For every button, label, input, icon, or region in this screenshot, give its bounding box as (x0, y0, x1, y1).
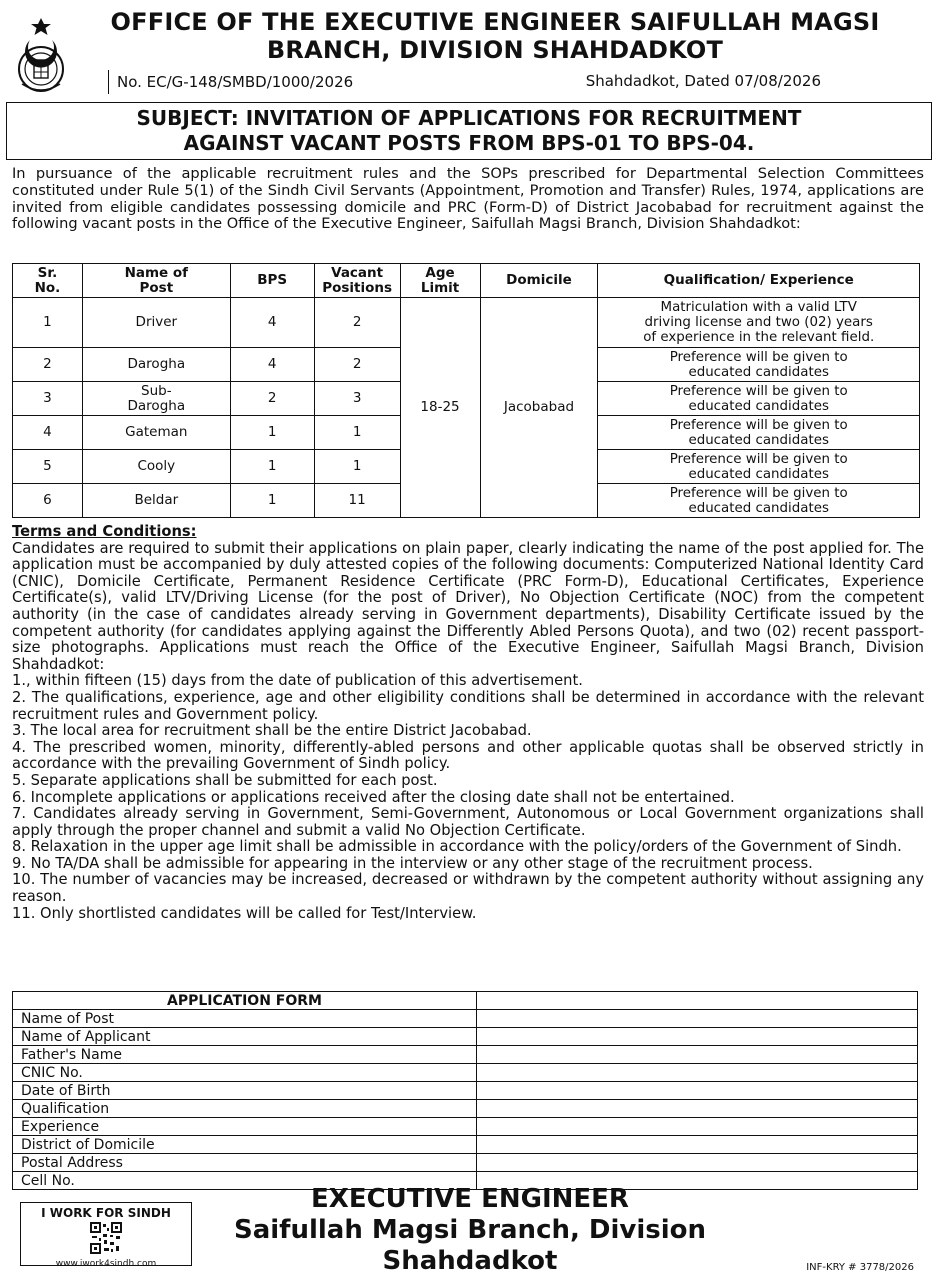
form-field-value (477, 1100, 918, 1118)
post-name: Driver (82, 298, 230, 348)
form-title-blank (477, 992, 918, 1010)
term-item: 11. Only shortlisted candidates will be called for Test/Interview. (12, 904, 477, 922)
form-field-value (477, 1046, 918, 1064)
terms-title: Terms and Conditions: (12, 523, 197, 540)
term-item: 1., within fifteen (15) days from the date of publication of this advertisement. (12, 672, 583, 690)
form-row (13, 1046, 918, 1064)
form-field-label: Cell No. (13, 1172, 477, 1190)
form-row (13, 1136, 918, 1154)
post-name: Beldar (82, 484, 230, 518)
sr-no: 6 (13, 484, 83, 518)
form-field-label: Qualification (13, 1100, 477, 1118)
term-item: 8. Relaxation in the upper age limit shall be admissible in accordance with the policy/orders of the Government of Sindh. (12, 838, 902, 856)
header-qualification: Qualification/ Experience (598, 264, 920, 298)
qualification: Preference will be given to educated candidates (598, 450, 920, 484)
header-bps: BPS (230, 264, 314, 298)
table-row (13, 298, 920, 348)
form-field-label: Name of Post (13, 1010, 477, 1028)
form-row (13, 1118, 918, 1136)
header-vacant-positions: Vacant Positions (314, 264, 400, 298)
header-domicile: Domicile (480, 264, 598, 298)
form-title-row (13, 992, 918, 1010)
post-name: Darogha (82, 348, 230, 382)
vacant-count: 2 (314, 298, 400, 348)
form-title: APPLICATION FORM (13, 992, 477, 1010)
form-field-value (477, 1118, 918, 1136)
logo-url: www.iwork4sindh.com (55, 1259, 157, 1269)
reference-number: No. EC/G-148/SMBD/1000/2026 (117, 73, 354, 91)
qr-code-icon (90, 1222, 122, 1254)
bps-value: 1 (230, 416, 314, 450)
post-name: Cooly (82, 450, 230, 484)
letterhead (0, 0, 938, 100)
header-age-limit: Age Limit (400, 264, 480, 298)
bps-value: 4 (230, 348, 314, 382)
sr-no: 4 (13, 416, 83, 450)
bps-value: 2 (230, 382, 314, 416)
subject-line2: AGAINST VACANT POSTS FROM BPS-01 TO BPS-04. (183, 131, 755, 155)
form-field-value (477, 1154, 918, 1172)
form-row (13, 1100, 918, 1118)
post-name: Gateman (82, 416, 230, 450)
form-field-label: Postal Address (13, 1154, 477, 1172)
header-name-of-post: Name of Post (82, 264, 230, 298)
qualification: Matriculation with a valid LTV driving license and two (02) years of experience in the relevant field. (598, 298, 920, 348)
form-field-value (477, 1064, 918, 1082)
office-title-line2: BRANCH, DIVISION SHAHDADKOT (266, 36, 724, 64)
qualification: Preference will be given to educated candidates (598, 484, 920, 518)
form-field-label: Experience (13, 1118, 477, 1136)
office-title-line1: OFFICE OF THE EXECUTIVE ENGINEER SAIFULLAH MAGSI (110, 8, 880, 36)
subject-box (6, 102, 932, 160)
signature-block (200, 1184, 740, 1277)
qualification: Preference will be given to educated candidates (598, 382, 920, 416)
form-row (13, 1154, 918, 1172)
bps-value: 4 (230, 298, 314, 348)
form-field-label: Father's Name (13, 1046, 477, 1064)
form-field-label: District of Domicile (13, 1136, 477, 1154)
post-name: Sub- Darogha (82, 382, 230, 416)
form-field-label: Name of Applicant (13, 1028, 477, 1046)
intro-paragraph: In pursuance of the applicable recruitment rules and the SOPs prescribed for Departmental Selection Committees constituted under Rule 5(1) of the Sindh Civil Servants (Appointment, Promotion and Transfer) Rules, 1974, applications are invited from eligible candidates possessing domicile and PRC (Form-D) of District Jacobabad for recruitment against the following vacant posts in the Office of the Executive Engineer, Saifullah Magsi Branch, Division Shahdadkot: (12, 165, 924, 233)
qualification: Preference will be given to educated candidates (598, 348, 920, 382)
form-field-value (477, 1082, 918, 1100)
age-limit: 18-25 (400, 298, 480, 518)
form-field-value (477, 1136, 918, 1154)
term-item: 2. The qualifications, experience, age and other eligibility conditions shall be determined in accordance with the relevant recruitment rules and Government policy. (12, 688, 924, 723)
term-item: 7. Candidates already serving in Government, Semi-Government, Autonomous or Local Government organizations shall apply through the proper channel and submit a valid No Objection Certificate. (12, 805, 924, 839)
subject-line1: SUBJECT: INVITATION OF APPLICATIONS FOR RECRUITMENT (136, 106, 802, 130)
form-field-value (477, 1028, 918, 1046)
vacant-count: 1 (314, 450, 400, 484)
sr-no: 5 (13, 450, 83, 484)
term-item: 4. The prescribed women, minority, differently-abled persons and other applicable quotas shall be observed strictly in accordance with the prevailing Government of Sindh policy. (12, 738, 924, 773)
logo-title: I WORK FOR SINDH (41, 1206, 171, 1220)
qualification: Preference will be given to educated candidates (598, 416, 920, 450)
term-item: 6. Incomplete applications or applications received after the closing date shall not be entertained. (12, 788, 735, 806)
reference-line (108, 70, 823, 94)
sr-no: 1 (13, 298, 83, 348)
form-row (13, 1064, 918, 1082)
dated: Shahdadkot, Dated 07/08/2026 (585, 72, 821, 90)
vacant-count: 1 (314, 416, 400, 450)
sr-no: 3 (13, 382, 83, 416)
form-field-label: CNIC No. (13, 1064, 477, 1082)
terms-intro: Candidates are required to submit their applications on plain paper, clearly indicating the name of the post applied for. The application must be accompanied by duly attested copies of the following documents: Computerized National Identity Card (CNIC), Domicile Certificate, Permanent Residence Certificate (PRC Form-D), Educational Certificates, Experience Certificate(s), valid LTV/Driving License (for the post of Driver), No Objection Certificate (NOC) from the competent authority (in the case of candidates already serving in Government departments), Disability Certificate issued by the competent authority (for candidates applying against the Differently Abled Persons Quota), and two (02) recent passport-size photographs. Applications must reach the Office of the Executive Engineer, Saifullah Magsi Branch, Division Shahdadkot: (12, 539, 924, 673)
signature-branch: Saifullah Magsi Branch, Division (233, 1215, 707, 1245)
form-row (13, 1082, 918, 1100)
office-title (60, 8, 930, 64)
vacant-count: 3 (314, 382, 400, 416)
sr-no: 2 (13, 348, 83, 382)
bps-value: 1 (230, 450, 314, 484)
application-form (12, 991, 918, 1190)
signature-location: Shahdadkot (382, 1246, 558, 1276)
form-field-value (477, 1010, 918, 1028)
form-field-label: Date of Birth (13, 1082, 477, 1100)
form-row (13, 1010, 918, 1028)
domicile: Jacobabad (480, 298, 598, 518)
i-work-for-sindh-logo (20, 1202, 192, 1269)
inf-number: INF-KRY # 3778/2026 (806, 1262, 914, 1273)
term-item: 3. The local area for recruitment shall be the entire District Jacobabad. (12, 722, 532, 740)
signature-title: EXECUTIVE ENGINEER (311, 1184, 629, 1214)
vacant-count: 11 (314, 484, 400, 518)
term-item: 5. Separate applications shall be submitted for each post. (12, 771, 438, 789)
terms-and-conditions (12, 524, 924, 922)
term-item: 9. No TA/DA shall be admissible for appearing in the interview or any other stage of the recruitment process. (12, 854, 813, 872)
bps-value: 1 (230, 484, 314, 518)
form-row (13, 1028, 918, 1046)
vacant-posts-table (12, 263, 920, 518)
term-item: 10. The number of vacancies may be increased, decreased or withdrawn by the competent authority without assigning any reason. (12, 871, 924, 906)
table-header-row (13, 264, 920, 298)
vacant-count: 2 (314, 348, 400, 382)
header-sr-no: Sr. No. (13, 264, 83, 298)
